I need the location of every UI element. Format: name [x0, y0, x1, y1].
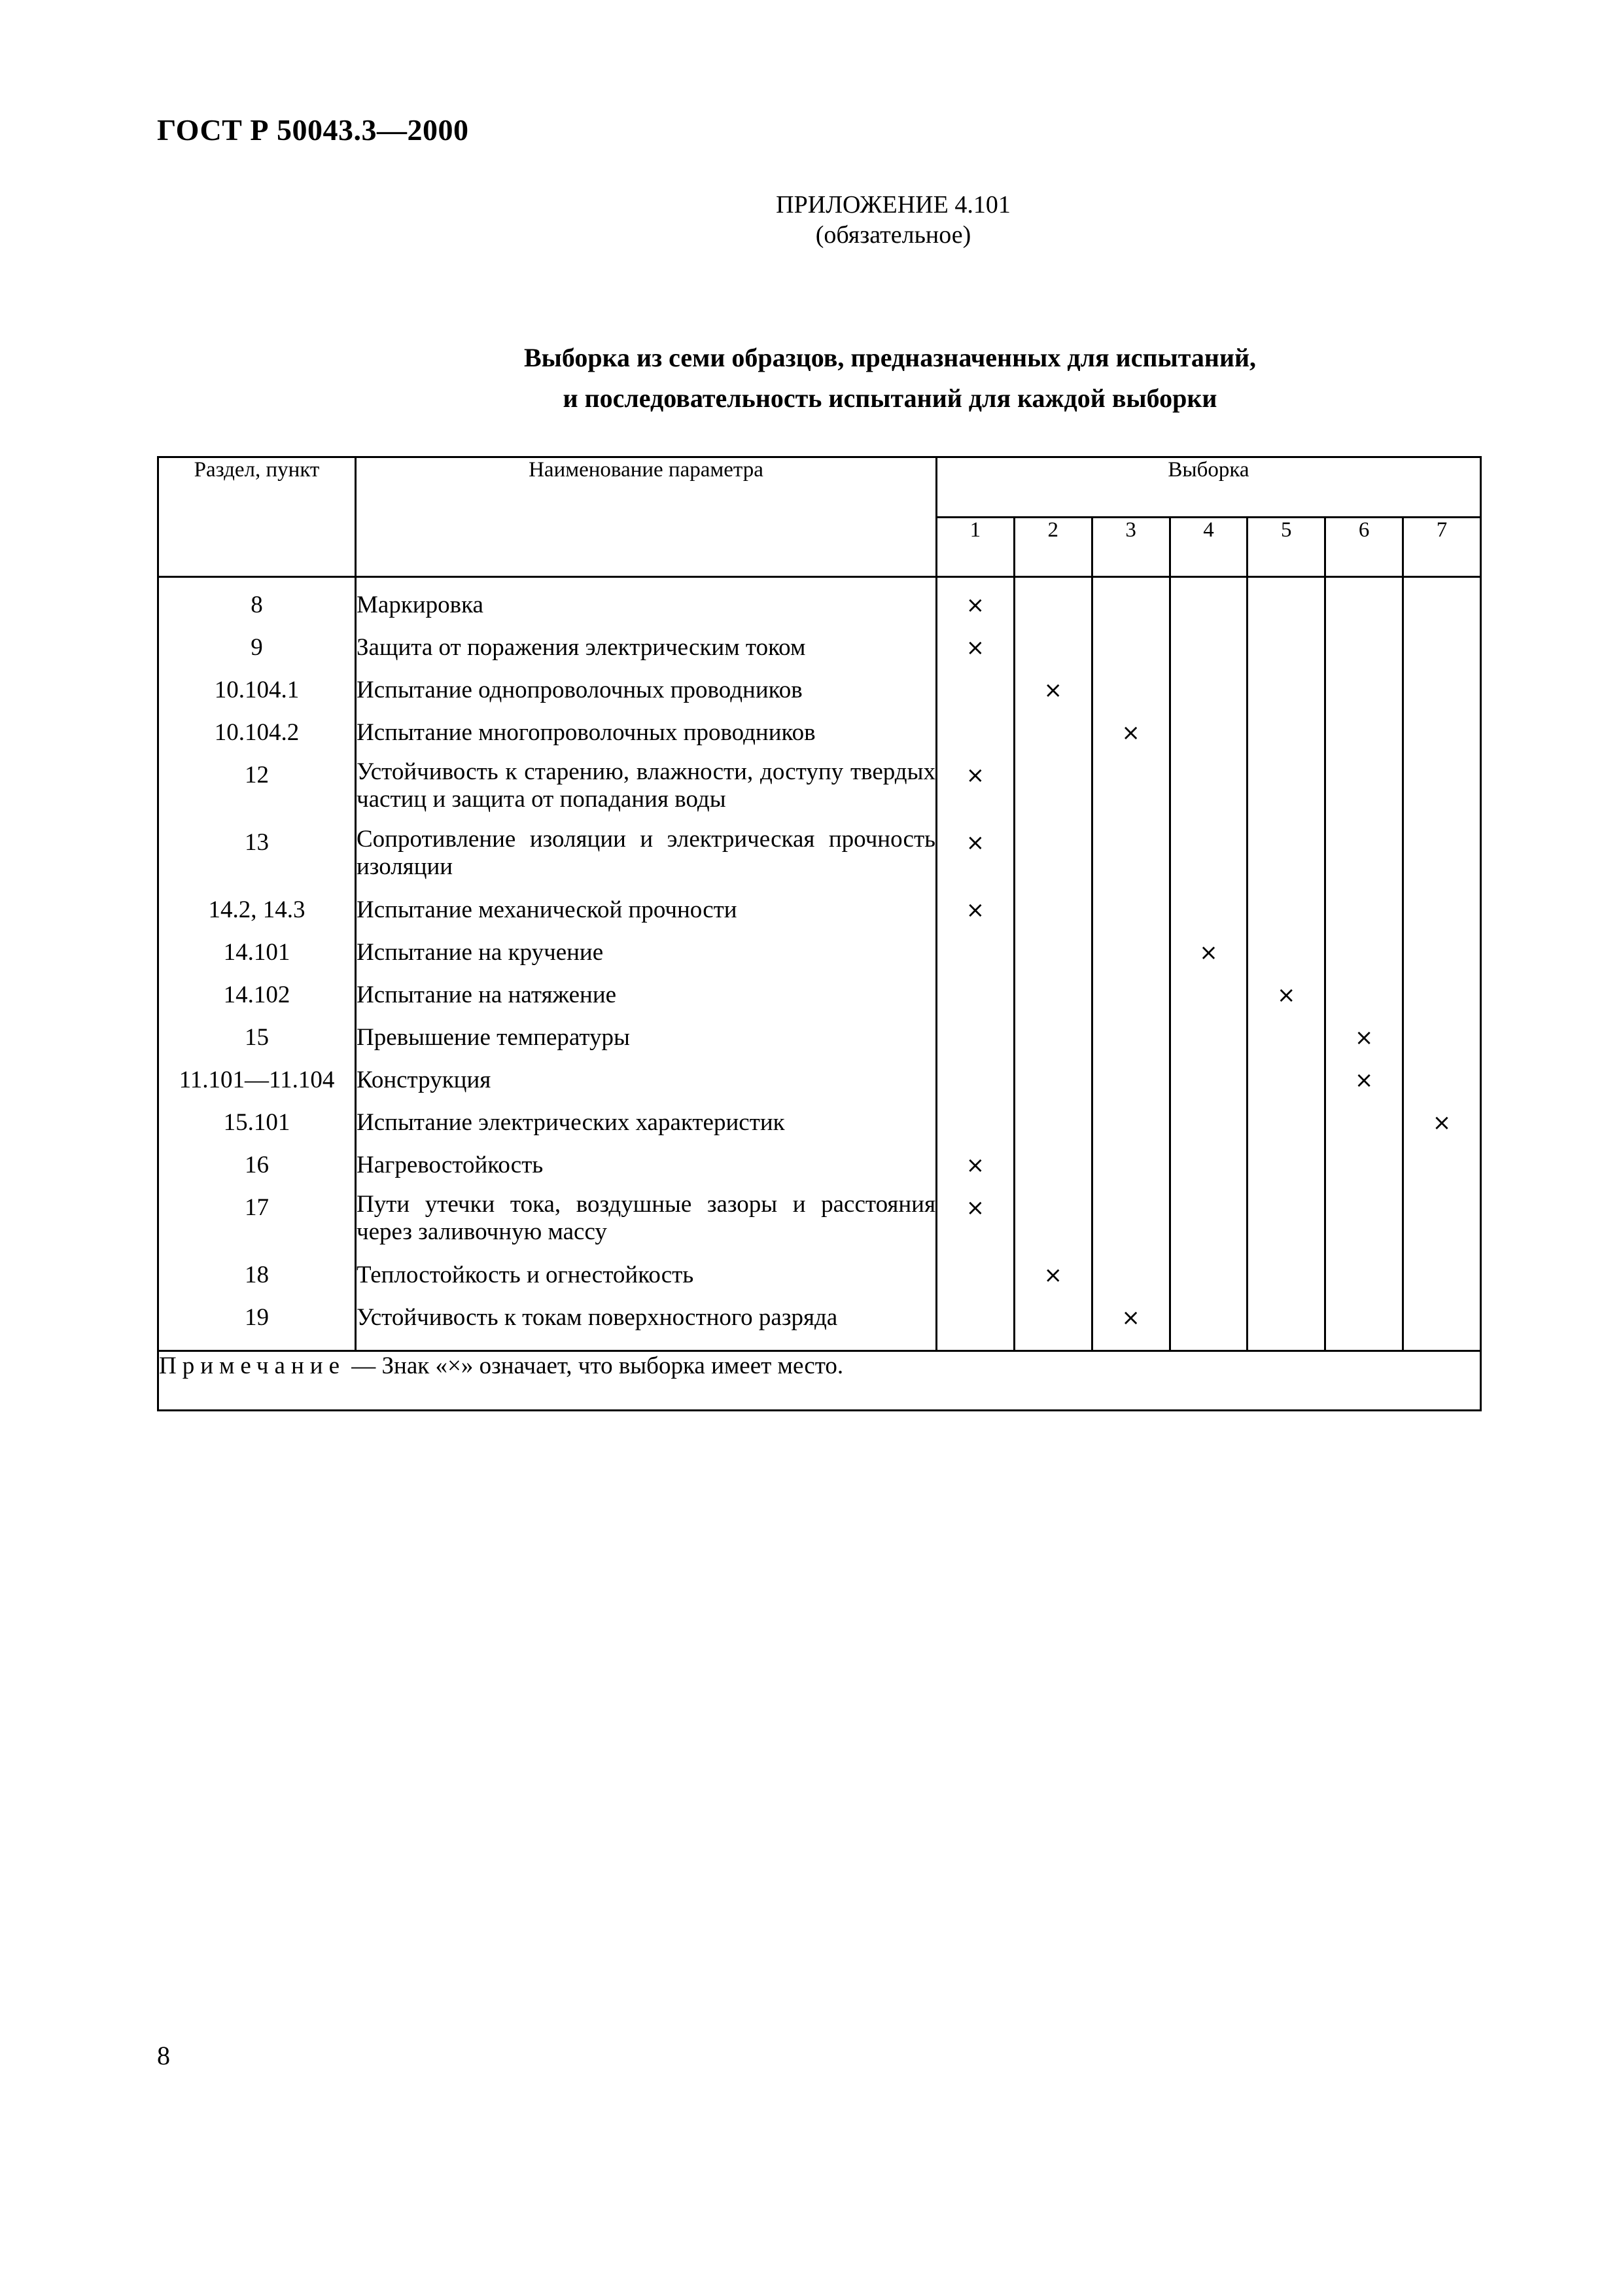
row-section: 17	[158, 1191, 356, 1258]
header-parameter-name: Наименование параметра	[356, 457, 937, 577]
row-parameter-name: Защита от поражения электрическим током	[356, 631, 937, 673]
sample-5-cell	[1248, 1301, 1325, 1351]
sample-2-cell	[1014, 1191, 1092, 1258]
sample-2-cell	[1014, 1301, 1092, 1351]
sample-mark-icon: ×	[966, 762, 985, 788]
table-title-line-2: и последовательность испытаний для каждой выборки	[563, 383, 1217, 413]
sample-7-cell	[1403, 673, 1481, 716]
sample-5-cell	[1248, 1148, 1325, 1191]
row-parameter-name: Маркировка	[356, 588, 937, 631]
table-row	[158, 936, 1481, 978]
sample-mark-icon: ×	[1121, 720, 1140, 746]
sample-7-cell	[1403, 978, 1481, 1021]
table-row	[158, 826, 1481, 893]
table-row	[158, 893, 1481, 936]
sample-2-cell	[1014, 1106, 1092, 1148]
row-section: 11.101—11.104	[158, 1063, 356, 1106]
row-section: 13	[158, 826, 356, 893]
sample-3-cell	[1092, 758, 1170, 826]
sample-1-cell	[937, 1301, 1015, 1351]
sample-3-cell	[1092, 1301, 1170, 1351]
row-parameter-name: Испытание на кручение	[356, 936, 937, 978]
row-section: 19	[158, 1301, 356, 1351]
sample-2-cell	[1014, 1063, 1092, 1106]
sample-5-cell	[1248, 1258, 1325, 1301]
row-section: 10.104.2	[158, 716, 356, 758]
sample-6-cell	[1325, 1106, 1403, 1148]
sample-1-cell	[937, 1021, 1015, 1063]
sample-7-cell	[1403, 1021, 1481, 1063]
sample-7-cell	[1403, 758, 1481, 826]
row-section: 15.101	[158, 1106, 356, 1148]
sample-5-cell	[1248, 1063, 1325, 1106]
sample-1-cell	[937, 893, 1015, 936]
sample-4-cell	[1170, 893, 1248, 936]
sample-3-cell	[1092, 631, 1170, 673]
sample-5-cell	[1248, 673, 1325, 716]
table-row	[158, 716, 1481, 758]
header-sample-5: 5	[1248, 517, 1325, 577]
sample-1-cell	[937, 673, 1015, 716]
sample-4-cell	[1170, 1191, 1248, 1258]
sample-2-cell	[1014, 631, 1092, 673]
samples-table	[157, 456, 1482, 1411]
row-parameter-name: Испытание многопроволочных проводников	[356, 716, 937, 758]
row-section: 12	[158, 758, 356, 826]
sample-7-cell	[1403, 716, 1481, 758]
sample-5-cell	[1248, 631, 1325, 673]
row-parameter-name: Испытание механической прочности	[356, 893, 937, 936]
row-parameter-name: Устойчивость к старению, влажности, доступу твердых частиц и защита от попадания воды	[356, 758, 937, 826]
note-text: — Знак «×» означает, что выборка имеет место.	[345, 1352, 844, 1379]
row-section: 16	[158, 1148, 356, 1191]
sample-4-cell	[1170, 673, 1248, 716]
sample-6-cell	[1325, 1258, 1403, 1301]
sample-7-cell	[1403, 588, 1481, 631]
sample-4-cell	[1170, 588, 1248, 631]
sample-4-cell	[1170, 1106, 1248, 1148]
sample-7-cell	[1403, 936, 1481, 978]
row-parameter-name: Нагревостойкость	[356, 1148, 937, 1191]
sample-6-cell	[1325, 588, 1403, 631]
sample-1-cell	[937, 588, 1015, 631]
sample-3-cell	[1092, 1021, 1170, 1063]
row-section: 14.101	[158, 936, 356, 978]
sample-mark-icon: ×	[1354, 1025, 1374, 1051]
sample-1-cell	[937, 1258, 1015, 1301]
sample-2-cell	[1014, 588, 1092, 631]
sample-3-cell	[1092, 1106, 1170, 1148]
row-parameter-name: Конструкция	[356, 1063, 937, 1106]
document-code: ГОСТ Р 50043.3—2000	[157, 113, 469, 147]
sample-1-cell	[937, 1106, 1015, 1148]
sample-5-cell	[1248, 588, 1325, 631]
sample-2-cell	[1014, 978, 1092, 1021]
sample-mark-icon: ×	[1199, 940, 1218, 966]
sample-3-cell	[1092, 1191, 1170, 1258]
sample-4-cell	[1170, 1301, 1248, 1351]
sample-1-cell	[937, 978, 1015, 1021]
sample-7-cell	[1403, 631, 1481, 673]
sample-mark-icon: ×	[1277, 982, 1296, 1008]
sample-4-cell	[1170, 936, 1248, 978]
row-section: 8	[158, 588, 356, 631]
sample-1-cell	[937, 631, 1015, 673]
sample-3-cell	[1092, 673, 1170, 716]
sample-4-cell	[1170, 716, 1248, 758]
sample-7-cell	[1403, 1106, 1481, 1148]
sample-1-cell	[937, 826, 1015, 893]
sample-1-cell	[937, 1191, 1015, 1258]
header-sample-2: 2	[1014, 517, 1092, 577]
appendix-title: ПРИЛОЖЕНИЕ 4.101	[776, 191, 1011, 219]
sample-4-cell	[1170, 758, 1248, 826]
table-title	[0, 338, 1623, 419]
sample-1-cell	[937, 1063, 1015, 1106]
row-section: 14.102	[158, 978, 356, 1021]
row-parameter-name: Испытание однопроволочных проводников	[356, 673, 937, 716]
table-row	[158, 1063, 1481, 1106]
sample-7-cell	[1403, 893, 1481, 936]
sample-7-cell	[1403, 826, 1481, 893]
sample-4-cell	[1170, 631, 1248, 673]
table-row	[158, 1301, 1481, 1351]
row-parameter-name: Испытание электрических характеристик	[356, 1106, 937, 1148]
sample-6-cell	[1325, 1301, 1403, 1351]
sample-mark-icon: ×	[1043, 1262, 1063, 1288]
sample-3-cell	[1092, 1258, 1170, 1301]
sample-mark-icon: ×	[966, 592, 985, 618]
table-row	[158, 631, 1481, 673]
sample-4-cell	[1170, 1021, 1248, 1063]
sample-6-cell	[1325, 1191, 1403, 1258]
sample-mark-icon: ×	[1121, 1305, 1140, 1331]
sample-5-cell	[1248, 826, 1325, 893]
row-parameter-name: Теплостойкость и огнестойкость	[356, 1258, 937, 1301]
sample-5-cell	[1248, 1191, 1325, 1258]
sample-6-cell	[1325, 978, 1403, 1021]
sample-mark-icon: ×	[1432, 1110, 1452, 1136]
table-row	[158, 978, 1481, 1021]
table-row	[158, 1258, 1481, 1301]
row-section: 9	[158, 631, 356, 673]
sample-2-cell	[1014, 893, 1092, 936]
sample-3-cell	[1092, 716, 1170, 758]
sample-mark-icon: ×	[966, 1195, 985, 1221]
sample-7-cell	[1403, 1148, 1481, 1191]
row-section: 18	[158, 1258, 356, 1301]
row-section: 15	[158, 1021, 356, 1063]
sample-3-cell	[1092, 826, 1170, 893]
sample-5-cell	[1248, 978, 1325, 1021]
sample-7-cell	[1403, 1191, 1481, 1258]
appendix-heading	[0, 190, 1623, 250]
sample-4-cell	[1170, 1148, 1248, 1191]
sample-3-cell	[1092, 893, 1170, 936]
table-row	[158, 1106, 1481, 1148]
header-sample-7: 7	[1403, 517, 1481, 577]
sample-4-cell	[1170, 826, 1248, 893]
sample-2-cell	[1014, 826, 1092, 893]
row-parameter-name: Устойчивость к токам поверхностного разряда	[356, 1301, 937, 1351]
sample-mark-icon: ×	[966, 897, 985, 923]
table-row	[158, 1021, 1481, 1063]
sample-6-cell	[1325, 1021, 1403, 1063]
sample-5-cell	[1248, 936, 1325, 978]
table-title-line-1: Выборка из семи образцов, предназначенных для испытаний,	[523, 343, 1257, 372]
row-parameter-name: Испытание на натяжение	[356, 978, 937, 1021]
sample-4-cell	[1170, 978, 1248, 1021]
sample-2-cell	[1014, 1021, 1092, 1063]
header-sample-4: 4	[1170, 517, 1248, 577]
sample-1-cell	[937, 758, 1015, 826]
sample-3-cell	[1092, 588, 1170, 631]
row-section: 10.104.1	[158, 673, 356, 716]
sample-5-cell	[1248, 758, 1325, 826]
sample-1-cell	[937, 716, 1015, 758]
row-parameter-name: Пути утечки тока, воздушные зазоры и расстояния через заливочную массу	[356, 1191, 937, 1258]
table-row	[158, 1191, 1481, 1258]
sample-6-cell	[1325, 893, 1403, 936]
sample-5-cell	[1248, 1021, 1325, 1063]
sample-6-cell	[1325, 716, 1403, 758]
row-parameter-name: Сопротивление изоляции и электрическая прочность изоляции	[356, 826, 937, 893]
sample-mark-icon: ×	[1354, 1067, 1374, 1093]
page-number: 8	[157, 2041, 170, 2070]
sample-3-cell	[1092, 1063, 1170, 1106]
header-section: Раздел, пункт	[158, 457, 356, 577]
sample-2-cell	[1014, 673, 1092, 716]
header-samples: Выборка	[937, 457, 1481, 518]
sample-1-cell	[937, 936, 1015, 978]
sample-2-cell	[1014, 936, 1092, 978]
sample-3-cell	[1092, 1148, 1170, 1191]
table-row	[158, 1148, 1481, 1191]
row-section: 14.2, 14.3	[158, 893, 356, 936]
header-sample-3: 3	[1092, 517, 1170, 577]
table-row	[158, 673, 1481, 716]
header-sample-1: 1	[937, 517, 1015, 577]
row-parameter-name: Превышение температуры	[356, 1021, 937, 1063]
sample-4-cell	[1170, 1063, 1248, 1106]
sample-mark-icon: ×	[966, 1152, 985, 1178]
sample-6-cell	[1325, 1148, 1403, 1191]
sample-7-cell	[1403, 1301, 1481, 1351]
sample-1-cell	[937, 1148, 1015, 1191]
sample-6-cell	[1325, 673, 1403, 716]
header-sample-6: 6	[1325, 517, 1403, 577]
sample-mark-icon: ×	[966, 635, 985, 661]
sample-2-cell	[1014, 716, 1092, 758]
sample-2-cell	[1014, 758, 1092, 826]
sample-7-cell	[1403, 1063, 1481, 1106]
sample-6-cell	[1325, 758, 1403, 826]
sample-6-cell	[1325, 936, 1403, 978]
sample-mark-icon: ×	[966, 830, 985, 856]
sample-2-cell	[1014, 1258, 1092, 1301]
sample-2-cell	[1014, 1148, 1092, 1191]
sample-6-cell	[1325, 1063, 1403, 1106]
sample-3-cell	[1092, 936, 1170, 978]
sample-5-cell	[1248, 893, 1325, 936]
note-label: Примечание	[159, 1352, 345, 1379]
sample-3-cell	[1092, 978, 1170, 1021]
table-note	[158, 1351, 1481, 1411]
sample-5-cell	[1248, 1106, 1325, 1148]
sample-6-cell	[1325, 631, 1403, 673]
sample-5-cell	[1248, 716, 1325, 758]
sample-7-cell	[1403, 1258, 1481, 1301]
table-row	[158, 588, 1481, 631]
table-row	[158, 758, 1481, 826]
appendix-status: (обязательное)	[815, 221, 971, 249]
sample-mark-icon: ×	[1043, 677, 1063, 703]
sample-6-cell	[1325, 826, 1403, 893]
sample-4-cell	[1170, 1258, 1248, 1301]
